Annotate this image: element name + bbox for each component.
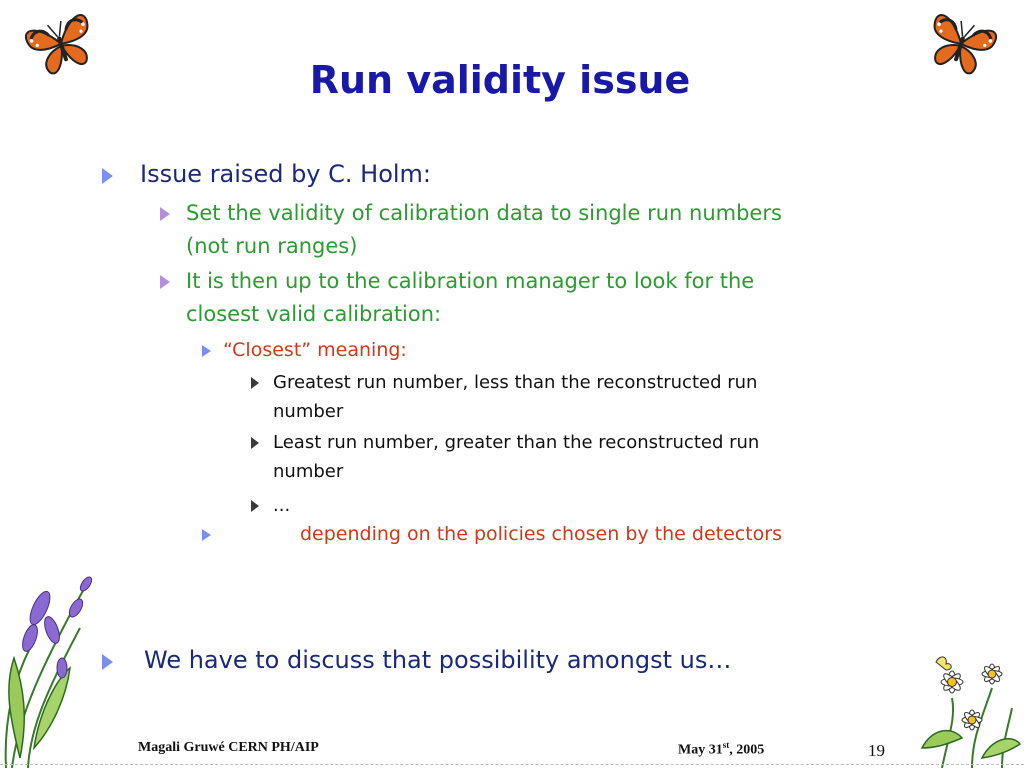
bullet-text-line-2: (not run ranges) xyxy=(186,234,358,258)
bullet-text-line-1: Greatest run number, less than the reconstructed run xyxy=(273,372,758,393)
bullet-arrow-icon xyxy=(160,275,170,289)
page-number: 19 xyxy=(868,741,885,760)
footer-date-year: , 2005 xyxy=(729,742,765,758)
bullet-text: ... xyxy=(273,495,291,516)
bullet-arrow-icon xyxy=(202,529,211,541)
bullet-arrow-icon xyxy=(102,168,113,184)
bullet-arrow-icon xyxy=(160,207,170,221)
bullet-text-line-1: It is then up to the calibration manager to look for the xyxy=(186,269,755,293)
footer-date-sup: st xyxy=(722,740,730,750)
bullet-text-line-2: number xyxy=(273,401,344,422)
bullet-text-line-2: number xyxy=(273,461,344,482)
daisy-flowers-icon xyxy=(912,648,1024,768)
bullet-text: “Closest” meaning: xyxy=(223,339,407,361)
bullet-text-line-1: Set the validity of calibration data to single run numbers xyxy=(186,201,782,225)
bullet-text: Issue raised by C. Holm: xyxy=(140,160,432,188)
bullet-arrow-icon xyxy=(251,500,259,512)
footer-date xyxy=(678,740,764,759)
footer-divider xyxy=(0,764,1024,765)
slide-title: Run validity issue xyxy=(309,58,691,102)
bullet-text-line-2: closest valid calibration: xyxy=(186,302,442,326)
bullet-arrow-icon xyxy=(202,345,211,357)
bullet-text-line-1: Least run number, greater than the reconstructed run xyxy=(273,432,760,453)
bullet-arrow-icon xyxy=(251,377,259,389)
bullet-text: depending on the policies chosen by the detectors xyxy=(300,523,783,545)
footer-date-main: May 31 xyxy=(678,742,723,758)
bullet-text: We have to discuss that possibility amongst us… xyxy=(144,646,732,674)
bullet-arrow-icon xyxy=(251,437,259,449)
footer-author: Magali Gruwé CERN PH/AIP xyxy=(138,740,319,755)
lavender-flowers-icon xyxy=(0,568,110,768)
